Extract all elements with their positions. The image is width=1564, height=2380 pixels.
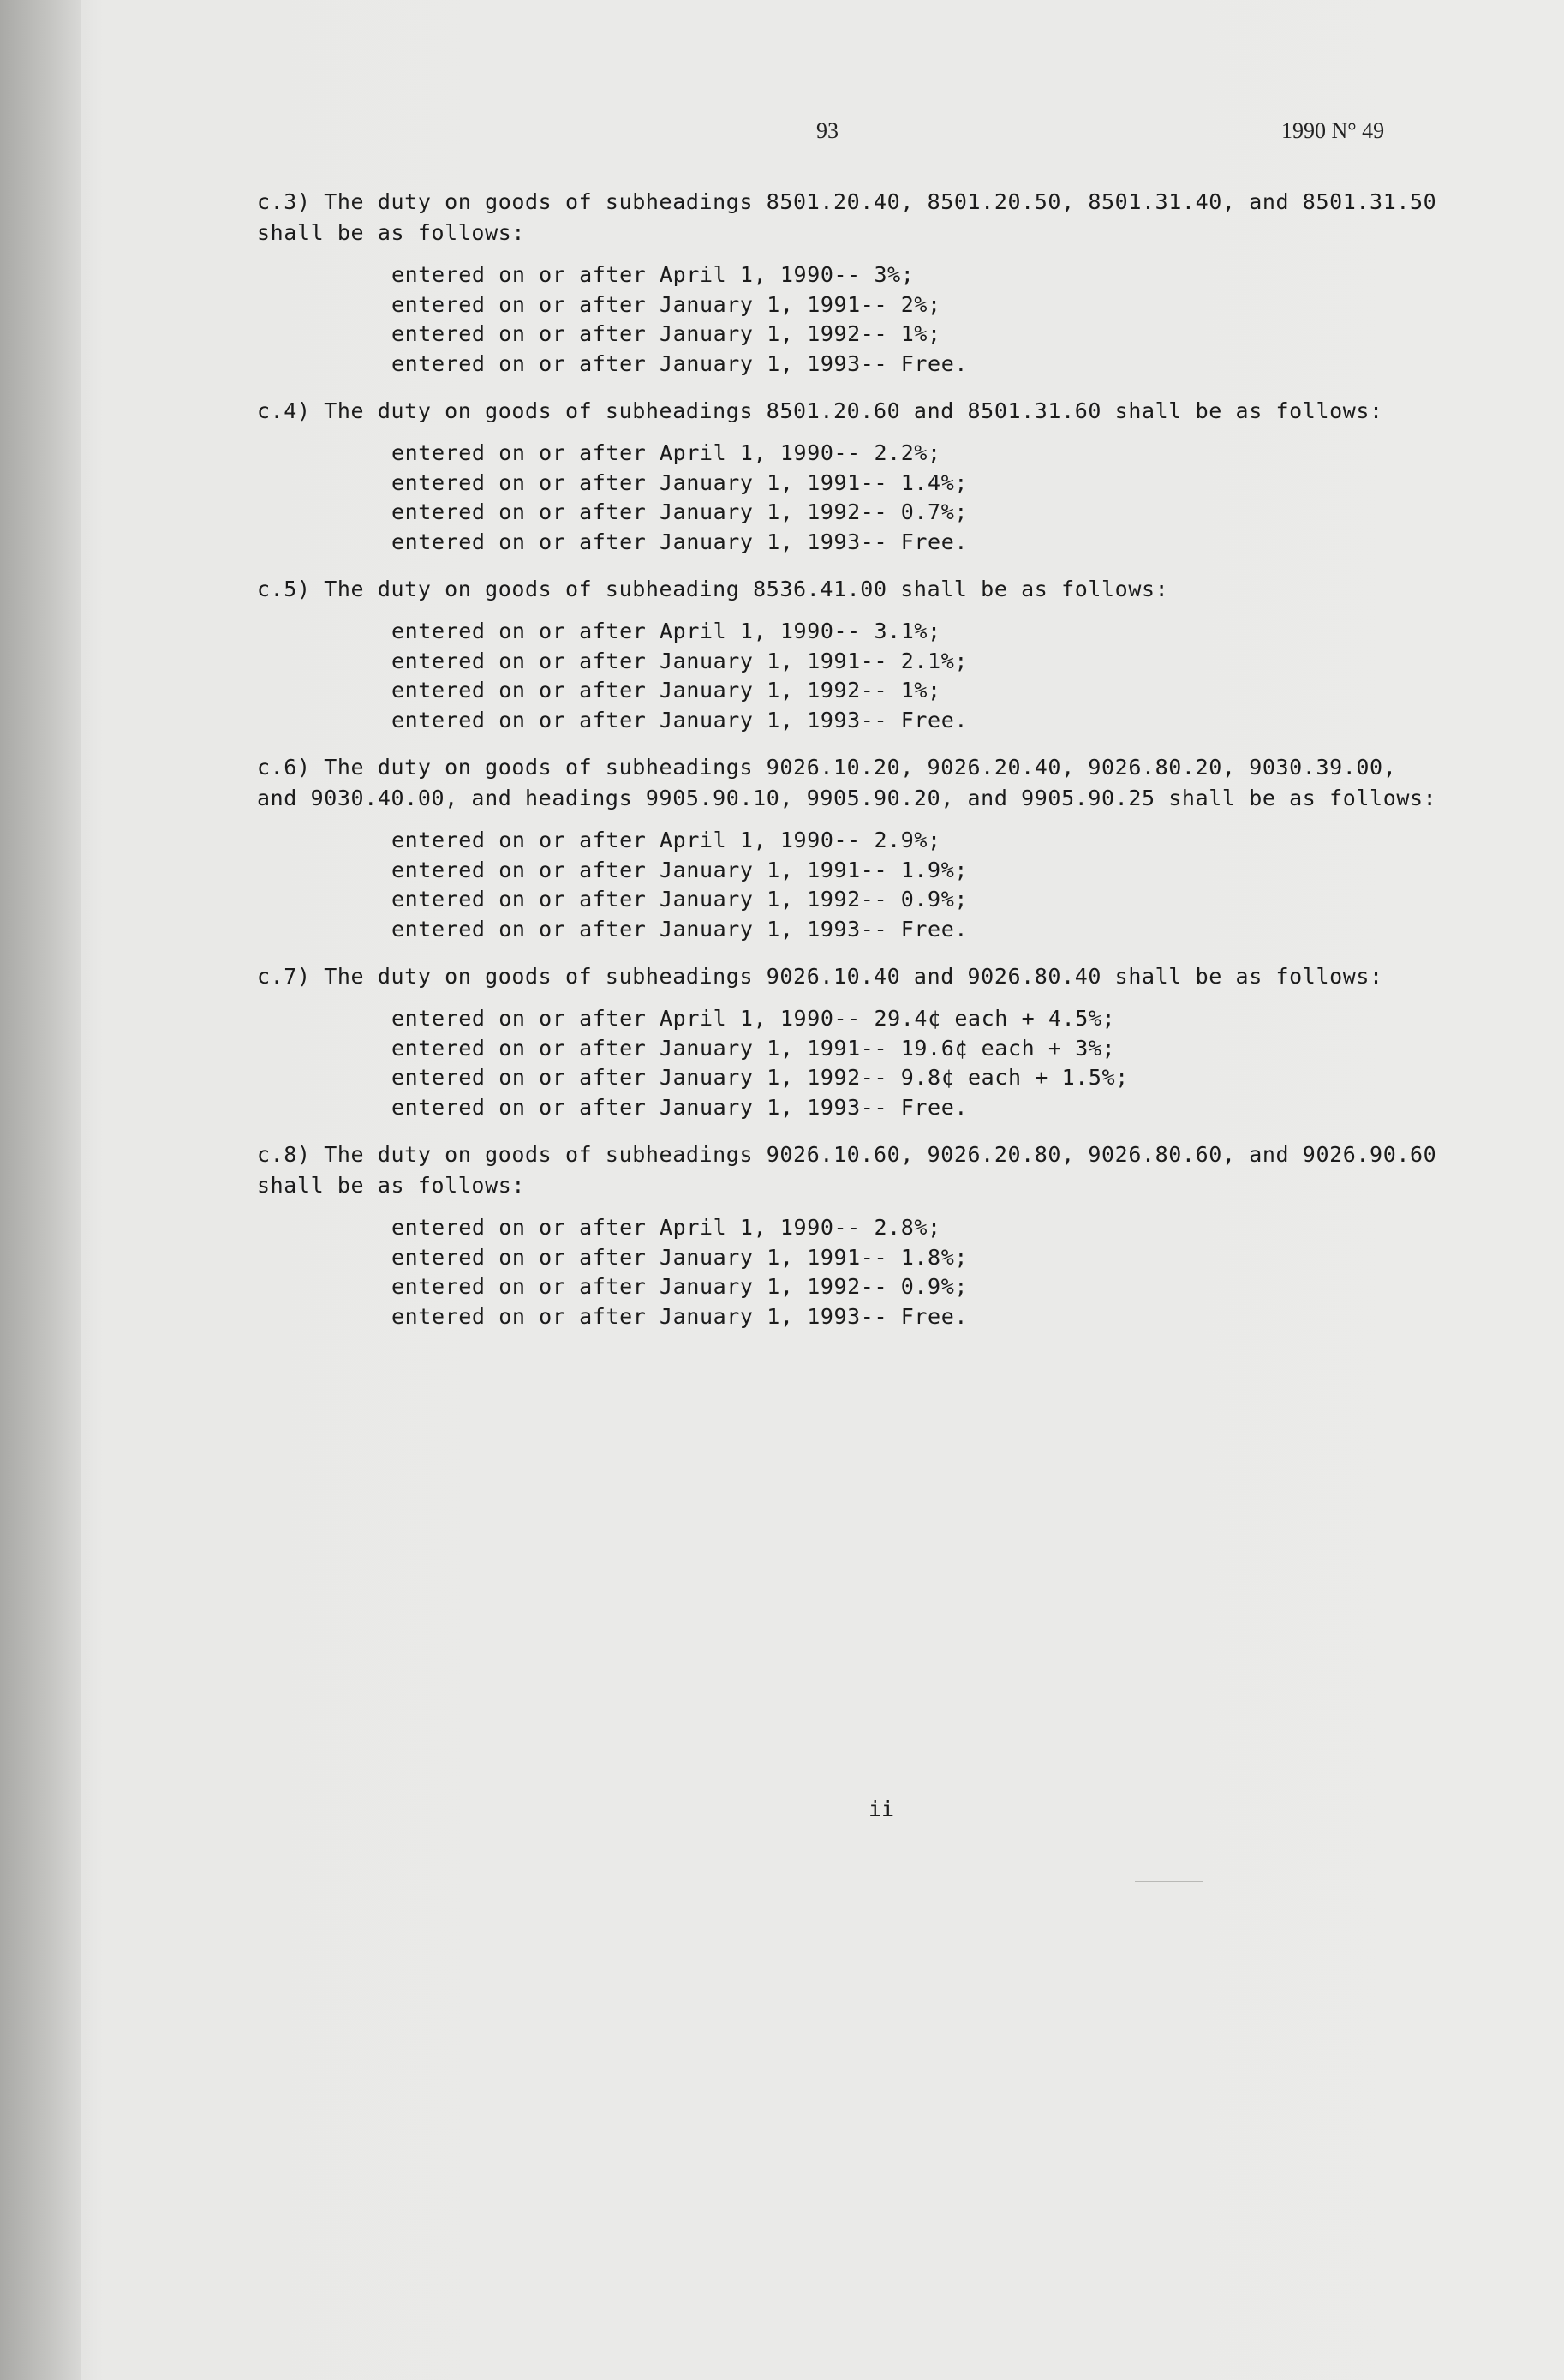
rate-line: entered on or after January 1, 1992-- 0.7%; [391, 499, 969, 524]
rate-line: entered on or after January 1, 1991-- 19.6¢ each + 3%; [391, 1035, 1116, 1061]
rate-line: entered on or after January 1, 1992-- 0.9%; [391, 887, 969, 912]
rate-line: entered on or after January 1, 1993-- Free. [391, 1094, 969, 1120]
rate-line: entered on or after January 1, 1993-- Free. [391, 707, 969, 733]
rate-schedule [391, 1213, 1439, 1331]
rate-schedule [391, 439, 1439, 557]
rate-line: entered on or after January 1, 1991-- 2.1%; [391, 648, 969, 673]
document-body [257, 187, 1439, 1348]
page-footer-label: ii [869, 1797, 895, 1821]
rate-line: entered on or after April 1, 1990-- 3.1%; [391, 619, 941, 643]
rate-line: entered on or after April 1, 1990-- 2.9%; [391, 828, 941, 852]
section-intro: c.6) The duty on goods of subheadings 9026.10.20, 9026.20.40, 9026.80.20, 9030.39.00, and 9030.40.00, and headings 9905.90.10, 9905.90.20, and 9905.90.25 shall be as follows: [257, 755, 1437, 810]
rate-line: entered on or after January 1, 1993-- Free. [391, 1303, 969, 1329]
rate-line: entered on or after January 1, 1992-- 9.8¢ each + 1.5%; [391, 1065, 1129, 1090]
section-c8 [257, 1139, 1439, 1331]
section-intro: c.4) The duty on goods of subheadings 8501.20.60 and 8501.31.60 shall be as follows: [257, 398, 1383, 423]
section-c6 [257, 752, 1439, 944]
rate-line: entered on or after January 1, 1993-- Free. [391, 529, 969, 554]
rate-line: entered on or after January 1, 1992-- 1%; [391, 678, 941, 703]
page-number: 93 [816, 118, 839, 143]
rate-line: entered on or after April 1, 1990-- 2.8%; [391, 1215, 941, 1240]
section-intro: c.5) The duty on goods of subheading 8536.41.00 shall be as follows: [257, 577, 1169, 601]
section-c7 [257, 961, 1439, 1122]
document-reference: 1990 N° 49 [1281, 118, 1385, 143]
rate-line: entered on or after January 1, 1991-- 2%; [391, 291, 941, 317]
rate-line: entered on or after April 1, 1990-- 2.2%; [391, 440, 941, 465]
rate-schedule [391, 617, 1439, 735]
section-intro: c.3) The duty on goods of subheadings 8501.20.40, 8501.20.50, 8501.31.40, and 8501.31.50 shall be as follows: [257, 189, 1437, 245]
rate-line: entered on or after January 1, 1991-- 1.9%; [391, 857, 969, 882]
rate-line: entered on or after April 1, 1990-- 3%; [391, 262, 915, 287]
book-spine-shadow [0, 0, 81, 2380]
rate-line: entered on or after April 1, 1990-- 29.4¢ each + 4.5%; [391, 1006, 1116, 1031]
section-c4 [257, 396, 1439, 557]
section-intro: c.8) The duty on goods of subheadings 9026.10.60, 9026.20.80, 9026.80.60, and 9026.90.60 shall be as follows: [257, 1142, 1437, 1198]
rate-line: entered on or after January 1, 1993-- Free. [391, 350, 969, 376]
rate-schedule [391, 1004, 1439, 1122]
section-c5 [257, 574, 1439, 735]
page-mark-line [1135, 1881, 1203, 1882]
rate-schedule [391, 260, 1439, 379]
rate-line: entered on or after January 1, 1992-- 0.9%; [391, 1274, 969, 1299]
rate-line: entered on or after January 1, 1991-- 1.4%; [391, 469, 969, 495]
rate-line: entered on or after January 1, 1992-- 1%; [391, 321, 941, 346]
rate-line: entered on or after January 1, 1993-- Free. [391, 916, 969, 942]
section-intro: c.7) The duty on goods of subheadings 9026.10.40 and 9026.80.40 shall be as follows: [257, 964, 1383, 989]
rate-line: entered on or after January 1, 1991-- 1.8%; [391, 1244, 969, 1270]
section-c3 [257, 187, 1439, 379]
rate-schedule [391, 826, 1439, 944]
